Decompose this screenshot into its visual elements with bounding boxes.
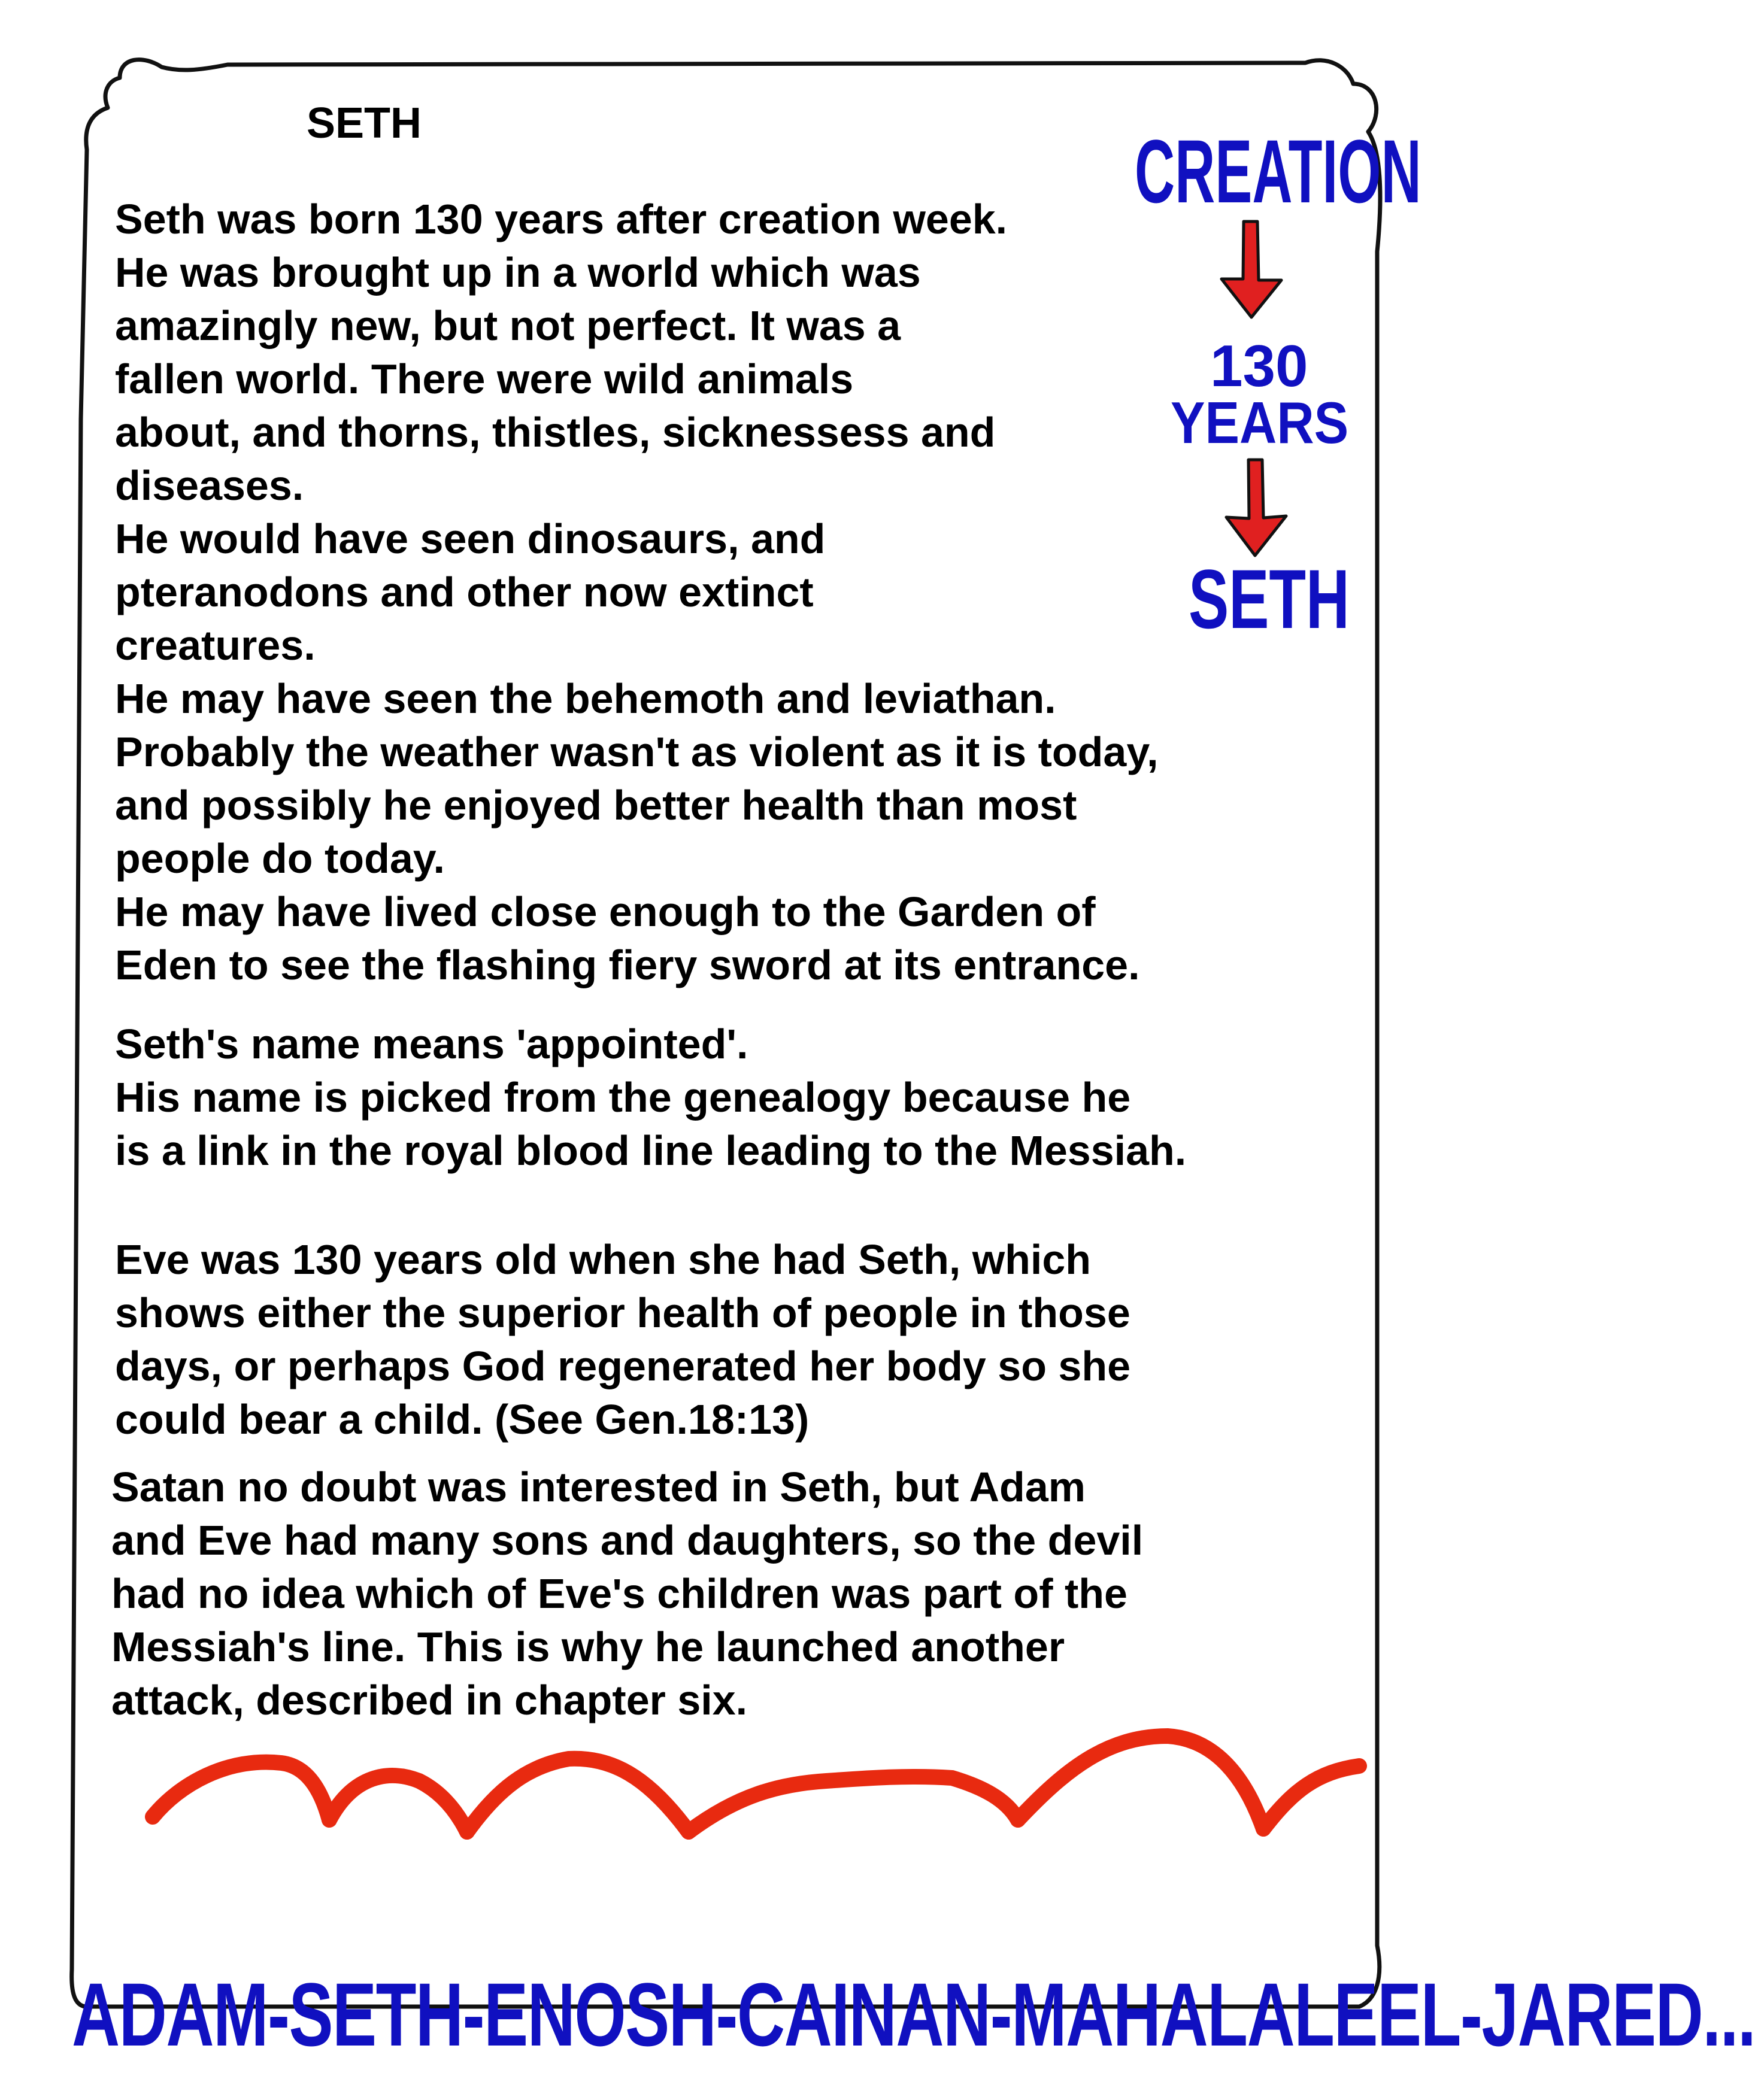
paragraph-name-meaning bbox=[115, 1018, 1186, 1178]
arc-mahalaleel-jared bbox=[1018, 1736, 1263, 1829]
text-line: He may have seen the behemoth and leviathan. bbox=[115, 675, 1056, 722]
text-line: fallen world. There were wild animals bbox=[115, 356, 854, 402]
text-line: He would have seen dinosaurs, and bbox=[115, 515, 826, 562]
text-line: could bear a child. (See Gen.18:13) bbox=[115, 1396, 810, 1443]
arc-cainan-mahalaleel bbox=[689, 1777, 1018, 1832]
text-line: Eden to see the flashing fiery sword at its entrance. bbox=[115, 942, 1140, 988]
paragraph-satan bbox=[111, 1461, 1143, 1727]
page-title: SETH bbox=[307, 99, 422, 147]
arc-enosh-cainan bbox=[467, 1759, 689, 1832]
text-line: Satan no doubt was interested in Seth, but Adam bbox=[111, 1464, 1086, 1510]
text-line: diseases. bbox=[115, 462, 304, 509]
down-arrow-icon bbox=[1221, 221, 1281, 317]
text-line: His name is picked from the genealogy because he bbox=[115, 1074, 1131, 1121]
text-line: about, and thorns, thistles, sicknessess and bbox=[115, 409, 996, 456]
timeline-creation: CREATION bbox=[1135, 121, 1421, 221]
text-line: amazingly new, but not perfect. It was a bbox=[115, 302, 901, 349]
text-line: Seth's name means 'appointed'. bbox=[115, 1021, 748, 1067]
paragraph-eve-age bbox=[115, 1233, 1130, 1446]
text-line: attack, described in chapter six. bbox=[111, 1677, 748, 1723]
arc-jared-next bbox=[1263, 1766, 1359, 1829]
text-line: pteranodons and other now extinct bbox=[115, 569, 814, 615]
arc-adam-seth bbox=[153, 1762, 329, 1820]
text-line: He may have lived close enough to the Garden of bbox=[115, 888, 1096, 935]
genealogy-line: ADAM-SETH-ENOSH-CAINAN-MAHALALEEL-JARED... bbox=[72, 1964, 1755, 2065]
timeline-seth: SETH bbox=[1189, 552, 1350, 646]
text-line: Messiah's line. This is why he launched another bbox=[111, 1623, 1065, 1670]
text-line: Eve was 130 years old when she had Seth, which bbox=[115, 1236, 1092, 1283]
text-line: Probably the weather wasn't as violent as it is today, bbox=[115, 729, 1159, 775]
text-line: is a link in the royal blood line leading to the Messiah. bbox=[115, 1127, 1187, 1174]
text-line: and possibly he enjoyed better health than most bbox=[115, 782, 1077, 829]
timeline-years-number: 130 bbox=[1210, 333, 1308, 399]
arc-seth-enosh bbox=[329, 1776, 467, 1832]
text-line: and Eve had many sons and daughters, so the devil bbox=[111, 1517, 1144, 1564]
timeline-years-label: YEARS bbox=[1171, 390, 1349, 456]
text-line: He was brought up in a world which was bbox=[115, 249, 921, 296]
text-line: people do today. bbox=[115, 835, 445, 882]
genealogy-arcs bbox=[153, 1736, 1359, 1832]
text-line: creatures. bbox=[115, 622, 316, 669]
text-line: Seth was born 130 years after creation week. bbox=[115, 196, 1008, 242]
paragraph-early-world bbox=[115, 193, 1159, 992]
text-line: had no idea which of Eve's children was part of the bbox=[111, 1570, 1127, 1617]
down-arrow-icon bbox=[1226, 460, 1286, 556]
text-line: days, or perhaps God regenerated her body so she bbox=[115, 1343, 1131, 1389]
text-line: shows either the superior health of people in those bbox=[115, 1289, 1130, 1336]
